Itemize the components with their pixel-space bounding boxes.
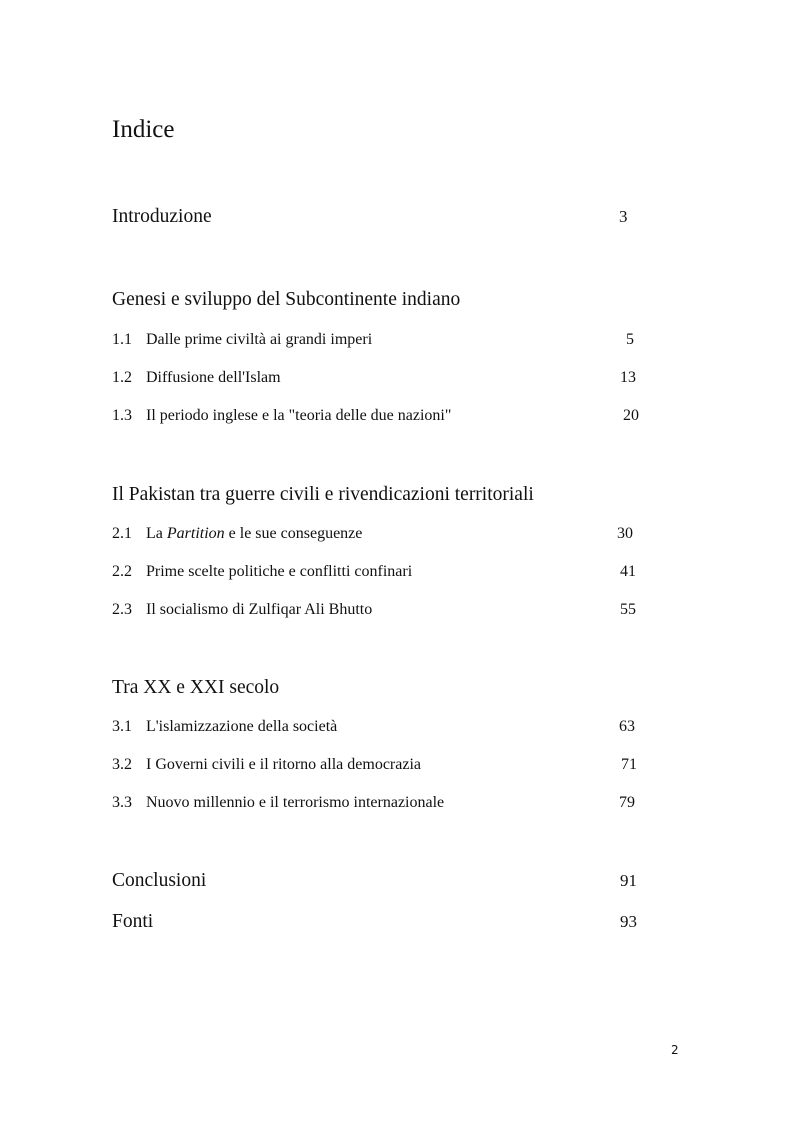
toc-page-3-2: 71 bbox=[621, 756, 637, 773]
section-number: 1.3 bbox=[112, 407, 132, 424]
toc-entry-conclusions[interactable]: Conclusioni bbox=[112, 870, 207, 891]
toc-entry-2-1[interactable] bbox=[112, 524, 362, 544]
toc-entry-1-2[interactable] bbox=[112, 368, 281, 388]
toc-entry-3-2[interactable] bbox=[112, 755, 421, 775]
toc-entry-1-1[interactable] bbox=[112, 330, 372, 350]
toc-entry-1-3[interactable] bbox=[112, 406, 451, 426]
toc-entry-2-3[interactable] bbox=[112, 600, 372, 620]
section-title: L'islamizzazione della società bbox=[146, 718, 338, 735]
section-title-before: La bbox=[146, 525, 163, 542]
toc-page-3-3: 79 bbox=[619, 794, 635, 811]
chapter-2-title[interactable]: Il Pakistan tra guerre civili e rivendicazioni territoriali bbox=[112, 484, 534, 505]
toc-page-conclusions: 91 bbox=[620, 871, 637, 890]
section-title: Il socialismo di Zulfiqar Ali Bhutto bbox=[146, 601, 373, 618]
toc-page-introduction: 3 bbox=[619, 207, 628, 226]
section-title: Nuovo millennio e il terrorismo internazionale bbox=[146, 794, 445, 811]
toc-page-1-2: 13 bbox=[620, 369, 636, 386]
section-title-after: e le sue conseguenze bbox=[228, 525, 363, 542]
section-number: 2.1 bbox=[112, 525, 132, 542]
section-title: Prime scelte politiche e conflitti confinari bbox=[146, 563, 413, 580]
section-title: Dalle prime civiltà ai grandi imperi bbox=[146, 331, 373, 348]
section-number: 1.1 bbox=[112, 331, 132, 348]
toc-entry-sources[interactable]: Fonti bbox=[112, 911, 154, 932]
section-number: 2.3 bbox=[112, 601, 132, 618]
section-title: I Governi civili e il ritorno alla democrazia bbox=[146, 756, 421, 773]
toc-entry-3-3[interactable] bbox=[112, 793, 444, 813]
toc-page-2-2: 41 bbox=[620, 563, 636, 580]
section-title-italic: Partition bbox=[166, 525, 225, 542]
toc-page-1-1: 5 bbox=[626, 331, 634, 348]
toc-entry-2-2[interactable] bbox=[112, 562, 412, 582]
section-title: Il periodo inglese e la "teoria delle due nazioni" bbox=[146, 407, 452, 424]
page-title: Indice bbox=[112, 116, 175, 143]
section-number: 1.2 bbox=[112, 369, 132, 386]
toc-page-2-1: 30 bbox=[617, 525, 633, 542]
toc-entry-3-1[interactable] bbox=[112, 717, 337, 737]
chapter-1-title[interactable]: Genesi e sviluppo del Subcontinente indiano bbox=[112, 289, 461, 310]
chapter-3-title[interactable]: Tra XX e XXI secolo bbox=[112, 677, 280, 698]
toc-page-2-3: 55 bbox=[620, 601, 636, 618]
section-title: Diffusione dell'Islam bbox=[146, 369, 281, 386]
page-number: 2 bbox=[671, 1043, 679, 1057]
section-number: 2.2 bbox=[112, 563, 132, 580]
section-number: 3.3 bbox=[112, 794, 132, 811]
toc-page-3-1: 63 bbox=[619, 718, 635, 735]
section-number: 3.2 bbox=[112, 756, 132, 773]
toc-page-1-3: 20 bbox=[623, 407, 639, 424]
toc-page-sources: 93 bbox=[620, 912, 637, 931]
section-number: 3.1 bbox=[112, 718, 132, 735]
toc-entry-introduction[interactable]: Introduzione bbox=[112, 206, 212, 227]
